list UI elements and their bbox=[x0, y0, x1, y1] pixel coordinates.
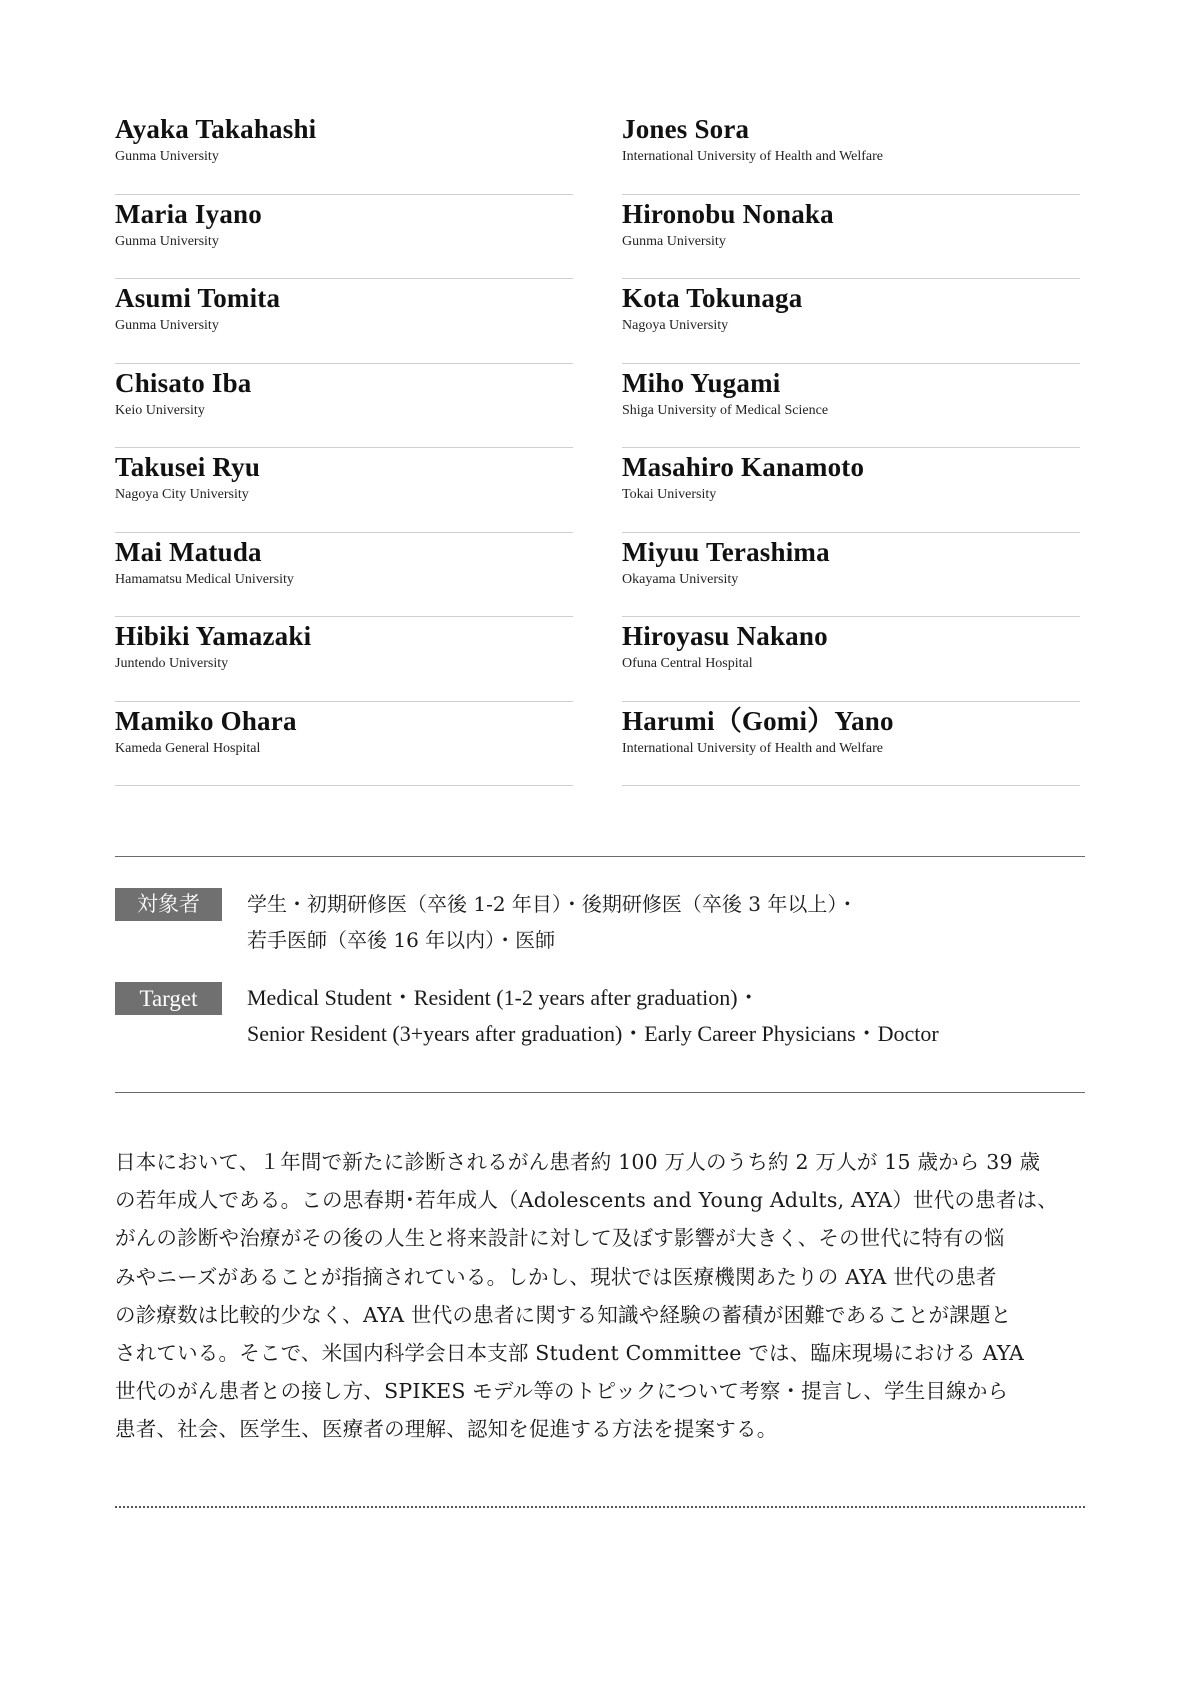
member-name: Maria Iyano bbox=[115, 198, 262, 229]
target-en-label: Target bbox=[115, 982, 222, 1015]
member-name: Hiroyasu Nakano bbox=[622, 621, 828, 651]
divider-top bbox=[115, 856, 1085, 857]
target-ja-row bbox=[115, 888, 1085, 958]
member-affiliation: International University of Health and Welfare bbox=[622, 740, 884, 756]
member-name: Mamiko Ohara bbox=[115, 705, 297, 736]
member-name: Asumi Tomita bbox=[115, 283, 281, 313]
member-name: Hibiki Yamazaki bbox=[115, 621, 312, 651]
member-list bbox=[115, 110, 1080, 786]
member-name: Takusei Ryu bbox=[115, 452, 261, 482]
member-affiliation: International University of Health and Welfare bbox=[622, 149, 884, 164]
member-affiliation: Nagoya City University bbox=[115, 487, 249, 502]
intro-line: の若年成人である。この思春期･若年成人（Adolescents and Young Adults, AYA）世代の患者は、 bbox=[115, 1188, 1058, 1213]
member-name: Miho Yugami bbox=[622, 367, 781, 398]
member-entry bbox=[622, 364, 1080, 449]
intro-line: 患者、社会、医学生、医療者の理解、認知を促進する方法を提案する。 bbox=[115, 1417, 778, 1442]
member-affiliation: Tokai University bbox=[622, 487, 717, 502]
member-name: Hironobu Nonaka bbox=[622, 198, 834, 229]
member-affiliation: Ofuna Central Hospital bbox=[622, 656, 753, 671]
member-name: Jones Sora bbox=[622, 114, 750, 144]
member-entry bbox=[622, 279, 1080, 364]
member-affiliation: Gunma University bbox=[622, 233, 726, 249]
divider-bottom bbox=[115, 1092, 1085, 1093]
member-affiliation: Gunma University bbox=[115, 233, 219, 249]
member-name: Miyuu Terashima bbox=[622, 536, 830, 567]
member-name: Harumi（Gomi）Yano bbox=[622, 705, 894, 736]
target-ja-line: 若手医師（卒後 16 年以内）・医師 bbox=[247, 928, 556, 952]
member-entry bbox=[115, 110, 573, 195]
intro-line: みやニーズがあることが指摘されている。しかし、現状では医療機関あたりの AYA 世代の患者 bbox=[115, 1264, 997, 1289]
target-en-row bbox=[115, 982, 1085, 1052]
member-name: Masahiro Kanamoto bbox=[622, 452, 865, 482]
intro-line: がんの診断や治療がその後の人生と将来設計に対して及ぼす影響が大きく、その世代に特有の悩 bbox=[115, 1226, 1005, 1251]
target-en-text bbox=[247, 980, 939, 1052]
member-affiliation: Keio University bbox=[115, 402, 205, 418]
member-name: Mai Matuda bbox=[115, 536, 262, 567]
target-en-line: Medical Student・Resident (1-2 years after graduation)・ bbox=[247, 985, 760, 1010]
member-affiliation: Juntendo University bbox=[115, 656, 229, 671]
member-entry bbox=[622, 702, 1080, 787]
member-entry bbox=[622, 533, 1080, 618]
member-entry bbox=[115, 533, 573, 618]
intro-line: 世代のがん患者との接し方、SPIKES モデル等のトピックについて考察・提言し、学生目線から bbox=[115, 1379, 1009, 1404]
target-ja-text bbox=[247, 886, 857, 958]
intro-line: されている。そこで、米国内科学会日本支部 Student Committee では、臨床現場における AYA bbox=[115, 1341, 1025, 1366]
member-entry bbox=[622, 448, 1080, 533]
intro-line: の診療数は比較的少なく、AYA 世代の患者に関する知識や経験の蓄積が困難であることが課題と bbox=[115, 1302, 1012, 1327]
member-affiliation: Nagoya University bbox=[622, 318, 729, 333]
member-entry bbox=[115, 195, 573, 280]
member-column-left bbox=[115, 110, 573, 786]
member-affiliation: Kameda General Hospital bbox=[115, 740, 261, 756]
member-entry bbox=[115, 364, 573, 449]
member-entry bbox=[115, 702, 573, 787]
intro-line: 日本において、１年間で新たに診断されるがん患者約 100 万人のうち約 2 万人が 15 歳から 39 歳 bbox=[115, 1150, 1041, 1174]
member-affiliation: Gunma University bbox=[115, 149, 219, 164]
dotted-divider bbox=[115, 1506, 1085, 1508]
member-name: Chisato Iba bbox=[115, 367, 252, 398]
member-affiliation: Gunma University bbox=[115, 318, 219, 333]
target-ja-label: 対象者 bbox=[115, 888, 222, 921]
member-column-right bbox=[622, 110, 1080, 786]
member-entry bbox=[115, 617, 573, 702]
member-entry bbox=[622, 110, 1080, 195]
target-ja-line: 学生・初期研修医（卒後 1-2 年目）・後期研修医（卒後 3 年以上）・ bbox=[247, 892, 858, 916]
member-entry bbox=[115, 279, 573, 364]
member-entry bbox=[622, 195, 1080, 280]
member-affiliation: Hamamatsu Medical University bbox=[115, 571, 294, 587]
member-affiliation: Shiga University of Medical Science bbox=[622, 402, 829, 418]
target-en-line: Senior Resident (3+years after graduation)・Early Career Physicians・Doctor bbox=[247, 1021, 939, 1046]
member-name: Kota Tokunaga bbox=[622, 283, 803, 313]
member-name: Ayaka Takahashi bbox=[115, 114, 317, 144]
member-affiliation: Okayama University bbox=[622, 571, 739, 587]
intro-paragraph bbox=[115, 1143, 1090, 1449]
member-entry bbox=[115, 448, 573, 533]
member-entry bbox=[622, 617, 1080, 702]
